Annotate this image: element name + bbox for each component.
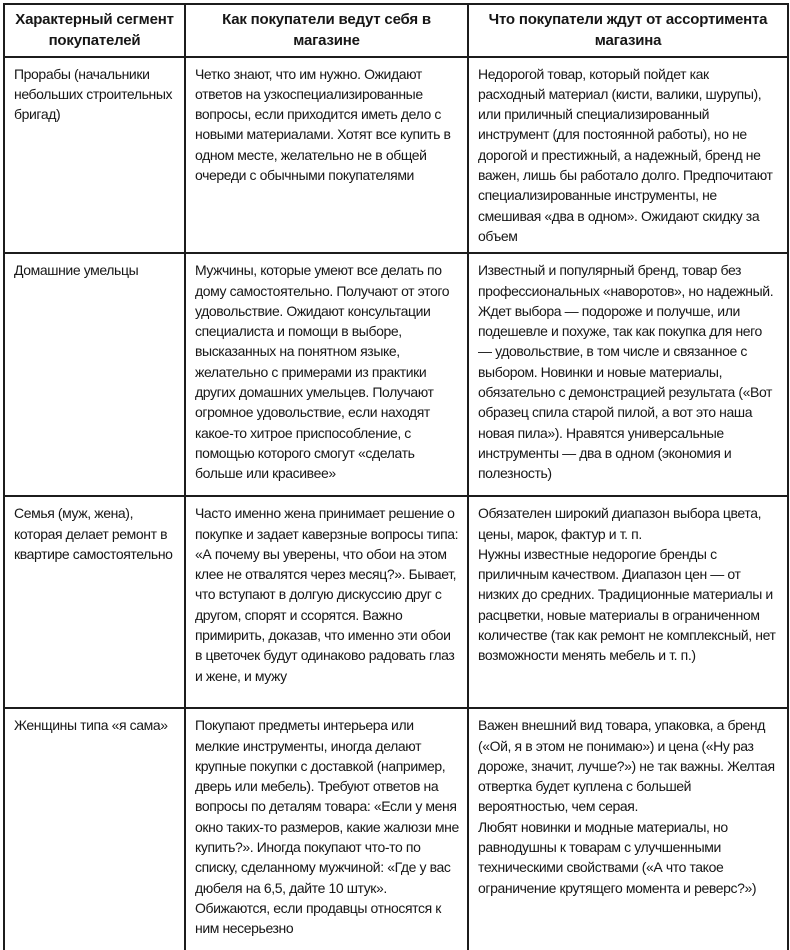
behavior-paragraph: Покупают предметы интерьера или мелкие инструменты, иногда делают крупные покупки с доставкой (например, дверь или мебель). Требуют ответов на вопросы по деталям товара: «Если у меня окно таких-то размеров, какие жалюзи мне купить?». Иногда покупают что-то по списку, сделанному мужчиной: «Где у вас дюбеля на 6,5, дайте 10 штук». Обижаются, если продавцы относятся к ним несерьезно [195, 717, 459, 937]
cell-behavior [185, 496, 468, 708]
cell-segment [4, 57, 185, 254]
header-row [4, 4, 788, 57]
cell-segment [4, 253, 185, 496]
cell-behavior [185, 57, 468, 254]
customer-segments-table [3, 3, 789, 950]
cell-segment [4, 496, 185, 708]
segment-label: Семья (муж, жена), которая делает ремонт в квартире самостоятельно [14, 505, 173, 562]
behavior-paragraph: Четко знают, что им нужно. Ожидают ответов на узкоспециализированные вопросы, если приходится иметь дело с новыми материалами. Хотят все купить в одном месте, желательно не в общей очереди с обычными покупателями [195, 65, 451, 184]
cell-behavior [185, 253, 468, 496]
expectations-paragraph: Недорогой товар, который пойдет как расходный материал (кисти, валики, шурупы), или приличный специализированный инструмент (для постоянной работы), но не дорогой и престижный, а надежный, бренд не важен, лишь бы работало долго. Предпочитают специализированные инструменты, не смешивая «два в одном». Ожидают скидку за объем [478, 65, 773, 244]
column-header-expectations: Что покупатели ждут от ассортимента магазина [468, 4, 788, 57]
expectations-paragraph: Важен внешний вид товара, упаковка, а бренд («Ой, я в этом не понимаю») и цена («Ну раз дороже, значит, лучше?») не так важны. Желтая отвертка будет куплена с большей вероятностью, чем серая. [478, 717, 775, 815]
expectations-paragraph: Известный и популярный бренд, товар без профессиональных «наворотов», но надежный. [478, 262, 774, 299]
expectations-paragraph: Обязателен широкий диапазон выбора цвета, цены, марок, фактур и т. п. [478, 505, 762, 542]
behavior-paragraph: Мужчины, которые умеют все делать по дому самостоятельно. Получают от этого удовольствие. Ожидают консультации специалиста и помощи в выборе, высказанных на понятном языке, желательно с примерами из практики других домашних умельцев. Получают огромное удовольствие, если находят какое-то хитрое приспособление, с помощью которого смогут «сделать больше или красивее» [195, 262, 450, 482]
table-row-women-diy [4, 708, 788, 950]
cell-expectations [468, 253, 788, 496]
cell-expectations [468, 57, 788, 254]
expectations-paragraph: Любят новинки и модные материалы, но равнодушны к товарам с улучшенными техническими свойствами («А что такое ограничение крутящего момента и реверс?») [478, 818, 757, 896]
cell-segment [4, 708, 185, 950]
table-row-foremen [4, 57, 788, 254]
table-row-home-craftsmen [4, 253, 788, 496]
cell-expectations [468, 496, 788, 708]
behavior-paragraph: Часто именно жена принимает решение о покупке и задает каверзные вопросы типа: «А почему вы уверены, что обои на этом клее не отвалятся через месяц?». Бывает, что вступают в долгую дискуссию друг с другом, спорят и ссорятся. Важно примирить, доказав, что именно эти обои в цветочек будут одинаково радовать глаз и жене, и мужу [195, 505, 459, 684]
expectations-paragraph: Ждет выбора — подороже и получше, или подешевле и похуже, так как покупка для него — удовольствие, в том числе и связанное с выбором. Новинки и новые материалы, обязательно с демонстрацией результата («Вот образец спила старой пилой, а вот это наша новая пила»). Нравятся универсальные инструменты — два в одном (экономия и полезность) [478, 302, 773, 482]
segment-label: Женщины типа «я сама» [14, 717, 168, 734]
segment-label: Прорабы (начальники небольших строительных бригад) [14, 65, 173, 123]
table-row-family [4, 496, 788, 708]
segment-label: Домашние умельцы [14, 262, 139, 279]
column-header-segment: Характерный сегмент покупателей [4, 4, 185, 57]
column-header-behavior: Как покупатели ведут себя в магазине [185, 4, 468, 57]
cell-expectations [468, 708, 788, 950]
expectations-paragraph: Нужны известные недорогие бренды с приличным качеством. Диапазон цен — от низких до средних. Традиционные материалы и расцветки, новые материалы в ограниченном количестве (так как ремонт не комплексный, нет возможности менять мебель и т. п.) [478, 545, 776, 664]
cell-behavior [185, 708, 468, 950]
